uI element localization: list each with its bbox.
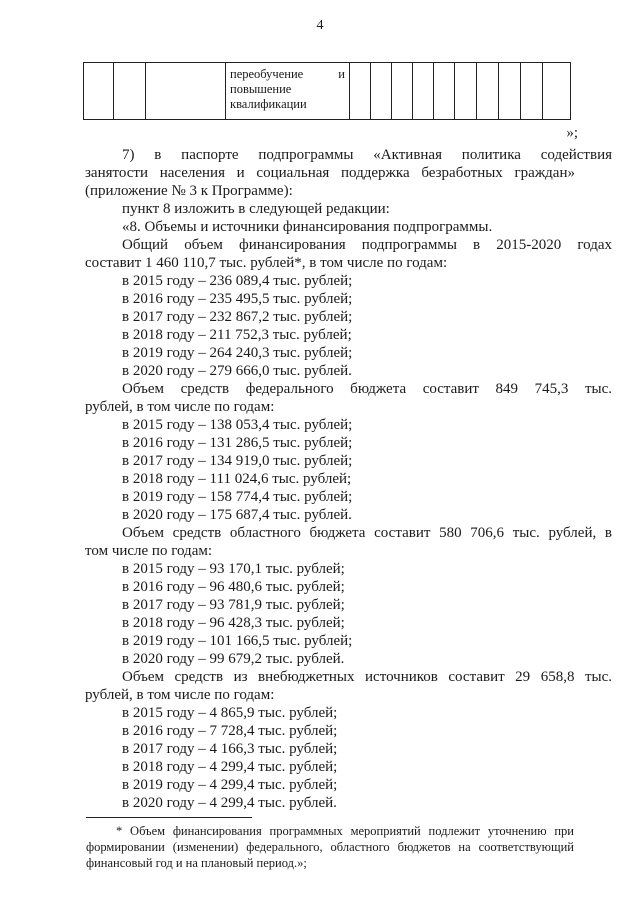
list-item: в 2020 году – 279 666,0 тыс. рублей. [122,363,352,379]
table-cell [521,63,543,120]
list-item: в 2018 году – 211 752,3 тыс. рублей; [122,327,352,343]
table-cell-activity [226,63,350,120]
footnote-line: формировании (изменении) федерального, областного бюджетов на соответствующий [86,840,574,854]
paragraph-line: составит 1 460 110,7 тыс. рублей*, в том числе по годам: [85,255,448,271]
table-cell [114,63,146,120]
table-cell [543,63,571,120]
list-item: в 2019 году – 4 299,4 тыс. рублей; [122,777,338,793]
table-cell [84,63,114,120]
table-cell-text: переобучение [230,67,304,81]
list-item: в 2020 году – 4 299,4 тыс. рублей. [122,795,337,811]
list-item: в 2016 году – 235 495,5 тыс. рублей; [122,291,353,307]
closing-quote: »; [566,125,578,141]
list-item: в 2017 году – 232 867,2 тыс. рублей; [122,309,353,325]
paragraph-line: том числе по годам: [85,543,213,559]
paragraph-line: 7) в паспорте подпрограммы «Активная политика содействия [122,147,612,163]
paragraph-line: пункт 8 изложить в следующей редакции: [122,201,390,217]
list-item: в 2018 году – 96 428,3 тыс. рублей; [122,615,345,631]
list-item: в 2020 году – 175 687,4 тыс. рублей. [122,507,352,523]
paragraph-line: Объем средств из внебюджетных источников составит 29 658,8 тыс. [122,669,612,685]
paragraph-line: Объем средств областного бюджета составит 580 706,6 тыс. рублей, в [122,525,612,541]
table-cell [499,63,521,120]
list-item: в 2017 году – 4 166,3 тыс. рублей; [122,741,338,757]
list-item: в 2017 году – 134 919,0 тыс. рублей; [122,453,353,469]
table-cell [350,63,371,120]
list-item: в 2016 году – 131 286,5 тыс. рублей; [122,435,353,451]
section-heading: «8. Объемы и источники финансирования подпрограммы. [122,219,493,235]
paragraph-line: Общий объем финансирования подпрограммы в 2015-2020 годах [122,237,612,253]
paragraph-line: (приложение № 3 к Программе): [85,183,293,199]
table-cell [392,63,413,120]
table-cell [413,63,434,120]
footnote-line: финансовый год и на плановый период.»; [86,856,307,870]
table-cell [146,63,226,120]
list-item: в 2016 году – 7 728,4 тыс. рублей; [122,723,338,739]
table-cell [477,63,499,120]
list-item: в 2016 году – 96 480,6 тыс. рублей; [122,579,345,595]
list-item: в 2019 году – 264 240,3 тыс. рублей; [122,345,353,361]
list-item: в 2015 году – 4 865,9 тыс. рублей; [122,705,338,721]
table-cell [371,63,392,120]
footnote-divider [86,817,252,818]
list-item: в 2020 году – 99 679,2 тыс. рублей. [122,651,345,667]
paragraph-line: Объем средств федерального бюджета составит 849 745,3 тыс. [122,381,612,397]
paragraph-line: рублей, в том числе по годам: [85,399,275,415]
list-item: в 2017 году – 93 781,9 тыс. рублей; [122,597,345,613]
list-item: в 2018 году – 4 299,4 тыс. рублей; [122,759,338,775]
list-item: в 2015 году – 138 053,4 тыс. рублей; [122,417,353,433]
table-cell [434,63,455,120]
table-cell-text: и [338,67,345,81]
list-item: в 2019 году – 101 166,5 тыс. рублей; [122,633,353,649]
table-cell-text: квалификации [230,97,307,111]
list-item: в 2018 году – 111 024,6 тыс. рублей; [122,471,352,487]
paragraph-line: занятости населения и социальная поддержка безработных граждан» [85,165,575,181]
footnote-line: * Объем финансирования программных мероприятий подлежит уточнению при [116,824,574,838]
list-item: в 2015 году – 236 089,4 тыс. рублей; [122,273,353,289]
table-cell-text: повышение [230,82,292,96]
table-fragment [83,62,571,120]
table-cell [455,63,477,120]
list-item: в 2015 году – 93 170,1 тыс. рублей; [122,561,345,577]
paragraph-line: рублей, в том числе по годам: [85,687,275,703]
page-number: 4 [316,18,324,33]
list-item: в 2019 году – 158 774,4 тыс. рублей; [122,489,353,505]
